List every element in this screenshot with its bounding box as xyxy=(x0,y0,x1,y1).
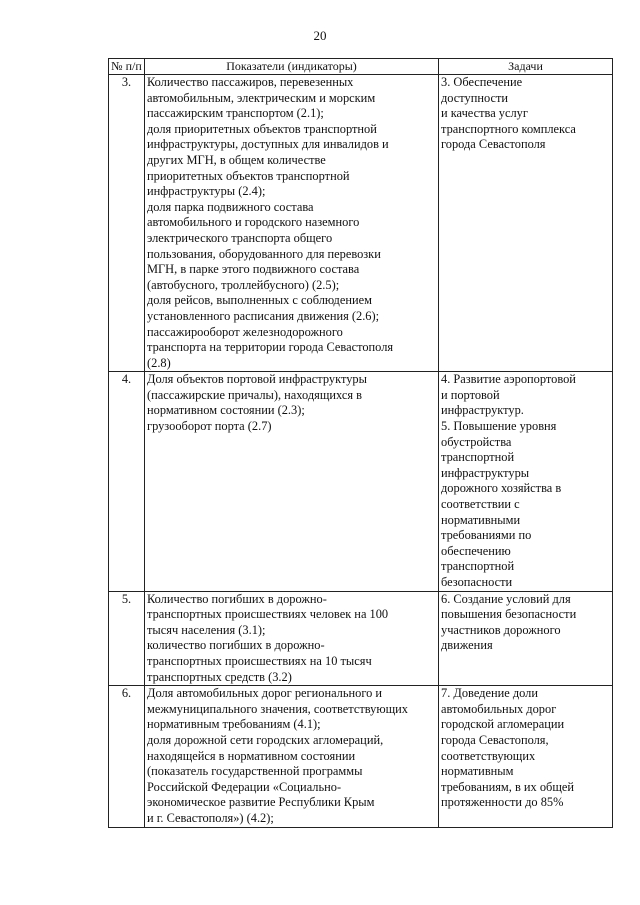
task-line: автомобильных дорог xyxy=(441,701,557,716)
indicators-table xyxy=(108,58,613,828)
task-line: движения xyxy=(441,638,493,653)
indicator-line: тысяч населения (3.1); xyxy=(147,622,266,637)
indicator-line: находящейся в нормативном состоянии xyxy=(147,748,356,763)
indicator-line: доля приоритетных объектов транспортной xyxy=(147,121,377,136)
task-line: 6. Создание условий для xyxy=(441,591,571,606)
indicator-line: пассажирским транспортом (2.1); xyxy=(147,106,324,121)
task-line: и портовой xyxy=(441,387,500,402)
table-row xyxy=(109,75,613,372)
indicator-line: электрического транспорта общего xyxy=(147,230,333,245)
task-line: протяженности до 85% xyxy=(441,795,564,810)
task-line: 3. Обеспечение xyxy=(441,75,523,89)
indicators-cell xyxy=(145,591,439,686)
indicator-line: межмуниципального значения, соответствующих xyxy=(147,701,408,716)
indicator-line: инфраструктуры, доступных для инвалидов и xyxy=(147,137,389,152)
indicator-line: других МГН, в общем количестве xyxy=(147,152,326,167)
task-line: и качества услуг xyxy=(441,106,528,121)
indicator-line: (показатель государственной программы xyxy=(147,764,363,779)
task-line: обеспечению xyxy=(441,543,511,558)
indicator-line: автомобильным, электрическим и морским xyxy=(147,90,376,105)
task-line: транспортной xyxy=(441,450,515,465)
row-number: 5. xyxy=(109,591,145,686)
indicator-line: пользования, оборудованного для перевозки xyxy=(147,246,381,261)
task-line: участников дорожного xyxy=(441,622,561,637)
task-line: нормативным xyxy=(441,764,514,779)
task-line: города Севастополя, xyxy=(441,732,549,747)
indicator-line: доля рейсов, выполненных с соблюдением xyxy=(147,293,372,308)
indicator-line: (2.8) xyxy=(147,355,171,370)
indicators-cell xyxy=(145,686,439,827)
task-line: нормативными xyxy=(441,512,521,527)
task-line: 7. Доведение доли xyxy=(441,686,538,701)
table-header-row xyxy=(109,59,613,75)
task-line: требованиями по xyxy=(441,528,532,543)
task-line: 4. Развитие аэропортовой xyxy=(441,372,576,387)
task-line: транспортной xyxy=(441,559,515,574)
task-line: дорожного хозяйства в xyxy=(441,481,562,496)
task-line: городской агломерации xyxy=(441,717,565,732)
indicator-line: нормативным требованиям (4.1); xyxy=(147,717,321,732)
indicator-line: Количество пассажиров, перевезенных xyxy=(147,75,354,89)
indicator-line: транспортных средств (3.2) xyxy=(147,669,292,684)
header-indicators: Показатели (индикаторы) xyxy=(145,59,439,75)
task-line: инфраструктуры xyxy=(441,465,530,480)
tasks-cell xyxy=(439,686,613,827)
indicator-line: транспортных происшествиях человек на 100 xyxy=(147,607,389,622)
indicator-line: транспорта на территории города Севастополя xyxy=(147,340,394,355)
indicator-line: доля парка подвижного состава xyxy=(147,199,314,214)
page-number: 20 xyxy=(313,28,327,43)
indicator-line: и г. Севастополя») (4.2); xyxy=(147,810,274,825)
header-tasks: Задачи xyxy=(439,59,613,75)
indicator-line: приоритетных объектов транспортной xyxy=(147,168,350,183)
table-row xyxy=(109,372,613,591)
indicator-line: установленного расписания движения (2.6); xyxy=(147,308,380,323)
table-row xyxy=(109,686,613,827)
indicator-line: (автобусного, троллейбусного) (2.5); xyxy=(147,277,340,292)
task-line: инфраструктур. xyxy=(441,403,524,418)
tasks-cell xyxy=(439,75,613,372)
indicator-line: инфраструктуры (2.4); xyxy=(147,184,266,199)
indicator-line: доля дорожной сети городских агломераций, xyxy=(147,732,384,747)
row-number: 4. xyxy=(109,372,145,591)
task-line: повышения безопасности xyxy=(441,607,577,622)
header-num: № п/п xyxy=(109,59,145,75)
indicators-cell xyxy=(145,75,439,372)
indicator-line: Доля автомобильных дорог регионального и xyxy=(147,686,383,701)
indicator-line: пассажирооборот железнодорожного xyxy=(147,324,343,339)
task-line: обустройства xyxy=(441,434,512,449)
task-line: доступности xyxy=(441,90,509,105)
indicator-line: экономическое развитие Республики Крым xyxy=(147,795,375,810)
indicator-line: Российской Федерации «Социально- xyxy=(147,779,342,794)
task-line: 5. Повышение уровня xyxy=(441,419,557,434)
indicator-line: Количество погибших в дорожно- xyxy=(147,591,327,606)
indicator-line: транспортных происшествиях на 10 тысяч xyxy=(147,653,372,668)
tasks-cell xyxy=(439,591,613,686)
task-line: соответствующих xyxy=(441,748,536,763)
indicator-line: (пассажирские причалы), находящихся в xyxy=(147,387,363,402)
indicator-line: МГН, в парке этого подвижного состава xyxy=(147,262,360,277)
task-line: транспортного комплекса xyxy=(441,121,576,136)
task-line: соответствии с xyxy=(441,497,520,512)
indicator-line: Доля объектов портовой инфраструктуры xyxy=(147,372,367,387)
task-line: города Севастополя xyxy=(441,137,546,152)
task-line: безопасности xyxy=(441,575,513,589)
row-number: 3. xyxy=(109,75,145,372)
task-line: требованиям, в их общей xyxy=(441,779,574,794)
indicator-line: количество погибших в дорожно- xyxy=(147,638,325,653)
indicators-cell xyxy=(145,372,439,591)
indicator-line: нормативном состоянии (2.3); xyxy=(147,403,305,418)
indicator-line: автомобильного и городского наземного xyxy=(147,215,360,230)
tasks-cell xyxy=(439,372,613,591)
row-number: 6. xyxy=(109,686,145,827)
indicator-line: грузооборот порта (2.7) xyxy=(147,419,272,434)
table-row xyxy=(109,591,613,686)
